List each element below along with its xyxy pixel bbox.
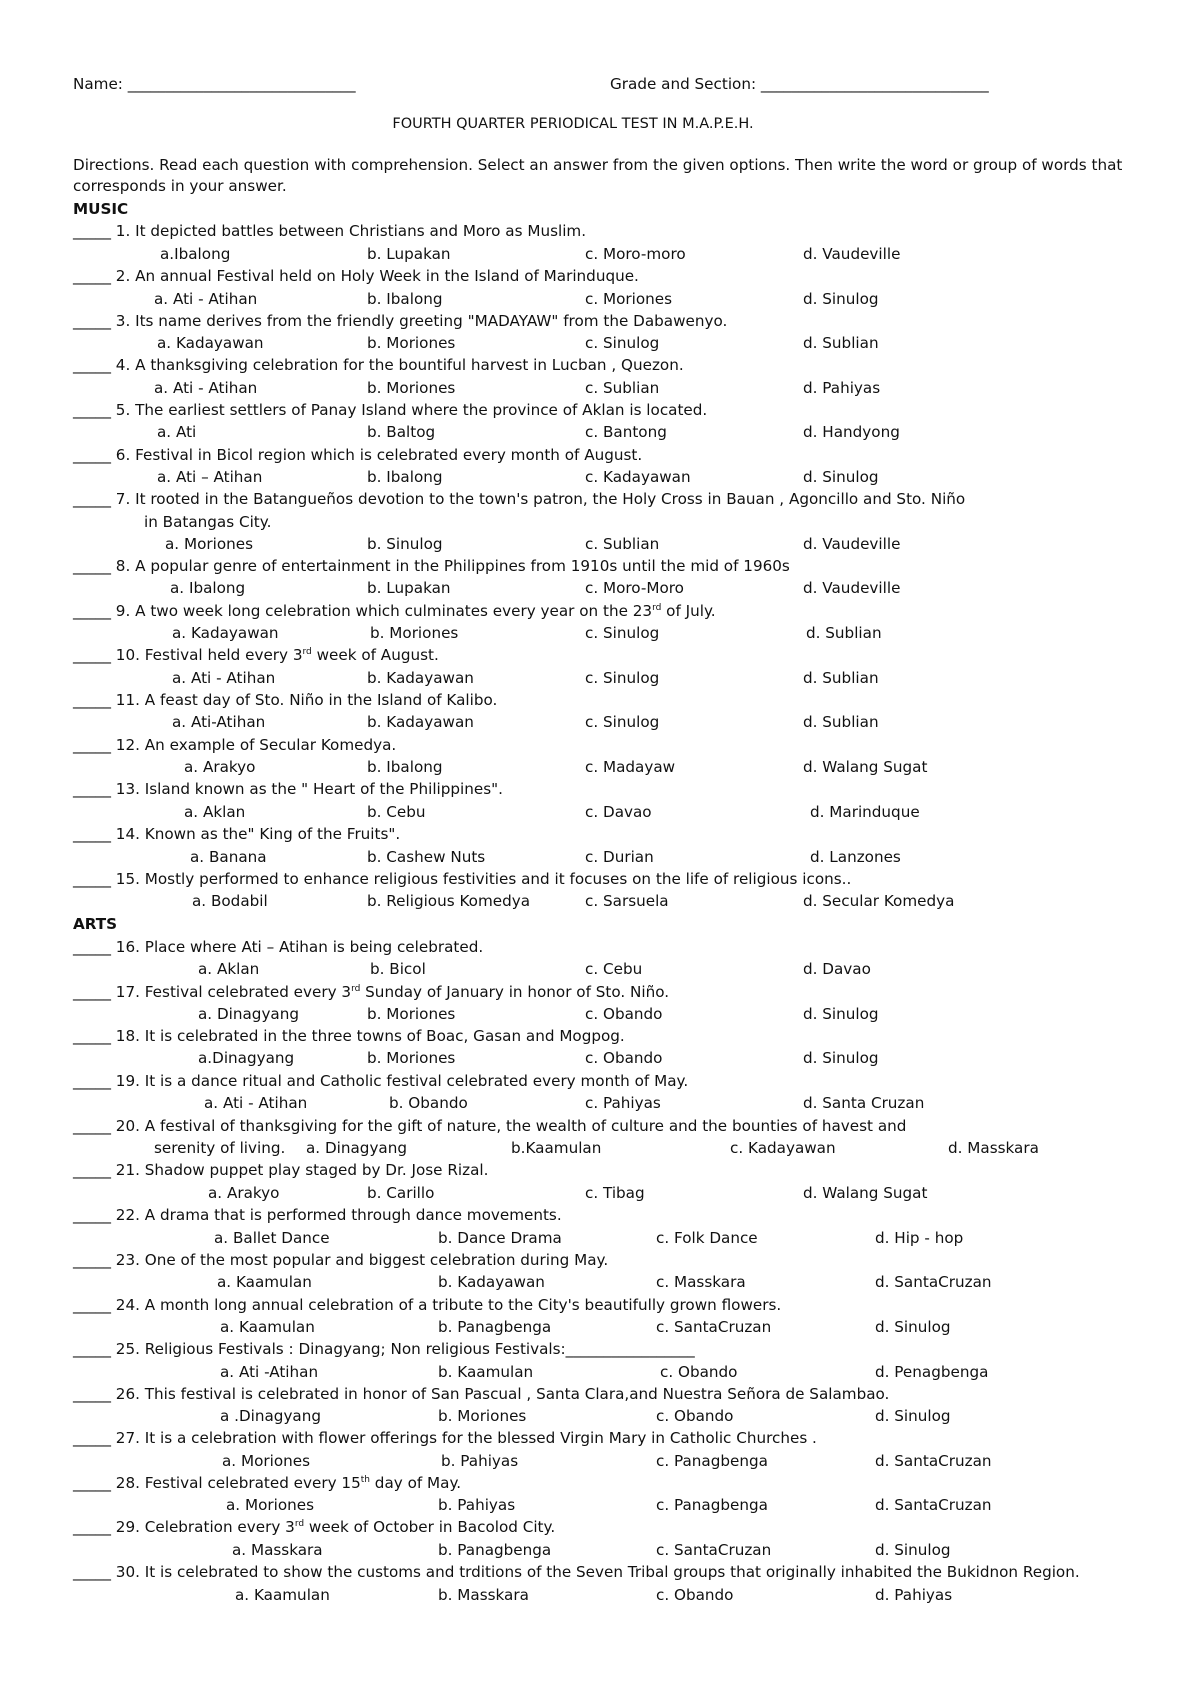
option-c: c. Sarsuela	[585, 892, 669, 910]
question-text: This festival is celebrated in honor of San Pascual , Santa Clara,and Nuestra Señora de Salambao.	[144, 1385, 890, 1403]
question-26	[73, 1384, 889, 1404]
question-text: An annual Festival held on Holy Week in the Island of Marinduque.	[135, 267, 639, 285]
ordinal-suffix: rd	[302, 646, 312, 657]
option-c: c. Obando	[660, 1363, 738, 1381]
question-number: 14.	[115, 825, 140, 843]
option-d: d. Sinulog	[803, 1005, 879, 1023]
answer-blank: _____	[73, 1072, 111, 1090]
question-23	[73, 1250, 608, 1270]
question-10	[73, 645, 439, 665]
option-d: d. Masskara	[948, 1139, 1039, 1157]
question-21	[73, 1160, 488, 1180]
option-d: d. Marinduque	[810, 803, 920, 821]
question-text: A drama that is performed through dance movements.	[144, 1206, 562, 1224]
option-c: c. Cebu	[585, 960, 643, 978]
option-d: d. Sinulog	[875, 1407, 951, 1425]
question-number: 17.	[115, 983, 140, 1001]
option-c: c. Madayaw	[585, 758, 676, 776]
option-c: c. Obando	[656, 1586, 734, 1604]
question-1	[73, 221, 586, 241]
answer-blank: _____	[73, 1296, 111, 1314]
question-number: 28.	[115, 1474, 140, 1492]
question-text: A thanksgiving celebration for the bountiful harvest in Lucban , Quezon.	[135, 356, 684, 374]
option-a: a. Kaamulan	[235, 1586, 330, 1604]
option-c: c. Pahiyas	[585, 1094, 661, 1112]
question-text-end: week of August.	[311, 646, 439, 664]
question-text-end: week of October in Bacolod City.	[304, 1518, 556, 1536]
question-number: 5.	[115, 401, 131, 419]
option-d: d. Vaudeville	[803, 245, 901, 263]
question-text: It is celebrated in the three towns of Boac, Gasan and Mogpog.	[144, 1027, 625, 1045]
ordinal-suffix: rd	[652, 602, 662, 613]
option-c: c. Sinulog	[585, 624, 660, 642]
question-text-start: Celebration every 3	[144, 1518, 295, 1536]
question-8	[73, 556, 790, 576]
option-b: b. Masskara	[438, 1586, 529, 1604]
option-b: b. Religious Komedya	[367, 892, 531, 910]
option-b: b. Kadayawan	[367, 669, 474, 687]
question-text-end: Sunday of January in honor of Sto. Niño.	[360, 983, 670, 1001]
question-number: 2.	[115, 267, 131, 285]
section-heading-music: MUSIC	[73, 200, 129, 218]
question-number: 26.	[115, 1385, 140, 1403]
question-7	[73, 489, 965, 509]
answer-blank: _____	[73, 1385, 111, 1403]
question-text: A feast day of Sto. Niño in the Island of Kalibo.	[144, 691, 498, 709]
question-number: 7.	[115, 490, 131, 508]
question-number: 19.	[115, 1072, 140, 1090]
option-b: b. Sinulog	[367, 535, 443, 553]
question-text: Festival in Bicol region which is celebrated every month of August.	[135, 446, 643, 464]
answer-blank: _____	[73, 557, 111, 575]
question-text: One of the most popular and biggest celebration during May.	[144, 1251, 609, 1269]
option-b: b. Cashew Nuts	[367, 848, 486, 866]
grade-section-field-label: Grade and Section: ______________________________	[610, 75, 989, 93]
question-number: 29.	[115, 1518, 140, 1536]
question-text-continued: in Batangas City.	[144, 513, 272, 531]
question-24	[73, 1295, 781, 1315]
question-12	[73, 735, 396, 755]
question-2	[73, 266, 639, 286]
option-d: d. Sublian	[806, 624, 882, 642]
question-13	[73, 779, 503, 799]
question-text-end: of July.	[661, 602, 716, 620]
question-number: 12.	[115, 736, 140, 754]
option-a: a.Dinagyang	[198, 1049, 295, 1067]
question-number: 22.	[115, 1206, 140, 1224]
option-b: b. Kaamulan	[438, 1363, 534, 1381]
question-5	[73, 400, 707, 420]
option-d: d. Penagbenga	[875, 1363, 989, 1381]
answer-blank: _____	[73, 356, 111, 374]
section-heading-arts: ARTS	[73, 915, 118, 933]
question-number: 10.	[115, 646, 140, 664]
question-text: An example of Secular Komedya.	[144, 736, 397, 754]
question-22	[73, 1205, 562, 1225]
option-d: d. Vaudeville	[803, 579, 901, 597]
option-a: a. Ati - Atihan	[154, 379, 258, 397]
question-number: 15.	[115, 870, 140, 888]
question-9	[73, 601, 716, 621]
option-a: a. Kaamulan	[217, 1273, 312, 1291]
option-a: a. Aklan	[198, 960, 260, 978]
option-d: d. Handyong	[803, 423, 900, 441]
question-11	[73, 690, 497, 710]
directions-line-1: Directions. Read each question with comprehension. Select an answer from the given options. Then write the word or group of words that	[73, 156, 1123, 174]
question-text: A month long annual celebration of a tribute to the City's beautifully grown flowers.	[144, 1296, 782, 1314]
option-a: a. Masskara	[232, 1541, 323, 1559]
question-28	[73, 1473, 461, 1493]
question-text: Religious Festivals : Dinagyang; Non religious Festivals:_________________	[144, 1340, 695, 1358]
question-number: 20.	[115, 1117, 140, 1135]
answer-blank: _____	[73, 691, 111, 709]
answer-blank: _____	[73, 267, 111, 285]
question-text: It is a celebration with flower offerings for the blessed Virgin Mary in Catholic Churches .	[144, 1429, 817, 1447]
question-17	[73, 982, 669, 1002]
question-text: It is a dance ritual and Catholic festival celebrated every month of May.	[144, 1072, 689, 1090]
question-number: 21.	[115, 1161, 140, 1179]
option-c: c. Obando	[585, 1049, 663, 1067]
question-16	[73, 937, 483, 957]
option-d: d. SantaCruzan	[875, 1496, 992, 1514]
question-text: Mostly performed to enhance religious festivities and it focuses on the life of religious icons..	[144, 870, 852, 888]
answer-blank: _____	[73, 646, 111, 664]
option-a: a. Moriones	[222, 1452, 310, 1470]
option-b: b.Kaamulan	[511, 1139, 602, 1157]
answer-blank: _____	[73, 1027, 111, 1045]
option-b: b. Moriones	[367, 1049, 456, 1067]
option-c: c. SantaCruzan	[656, 1541, 772, 1559]
option-a: a. Dinagyang	[198, 1005, 300, 1023]
option-b: b. Panagbenga	[438, 1318, 552, 1336]
option-a: a. Ibalong	[170, 579, 246, 597]
question-19	[73, 1071, 688, 1091]
question-number: 6.	[115, 446, 131, 464]
question-text: It depicted battles between Christians and Moro as Muslim.	[135, 222, 587, 240]
page-title: FOURTH QUARTER PERIODICAL TEST IN M.A.P.E.H.	[392, 116, 754, 132]
question-text: Its name derives from the friendly greeting "MADAYAW" from the Dabawenyo.	[135, 312, 728, 330]
option-b: b. Kadayawan	[367, 713, 474, 731]
option-a: a. Kadayawan	[157, 334, 264, 352]
answer-blank: _____	[73, 825, 111, 843]
question-number: 1.	[115, 222, 131, 240]
option-d: d. SantaCruzan	[875, 1452, 992, 1470]
option-d: d. Sinulog	[803, 290, 879, 308]
question-text: Place where Ati – Atihan is being celebrated.	[144, 938, 484, 956]
option-a: a. Arakyo	[208, 1184, 280, 1202]
option-c: c. Kadayawan	[730, 1139, 836, 1157]
question-29	[73, 1517, 555, 1537]
answer-blank: _____	[73, 780, 111, 798]
answer-blank: _____	[73, 602, 111, 620]
option-b: b. Dance Drama	[438, 1229, 562, 1247]
option-d: d. Sublian	[803, 334, 879, 352]
answer-blank: _____	[73, 446, 111, 464]
option-b: b. Ibalong	[367, 758, 443, 776]
option-b: b. Baltog	[367, 423, 436, 441]
option-d: d. Sinulog	[875, 1541, 951, 1559]
option-b: b. Lupakan	[367, 579, 451, 597]
option-b: b. Pahiyas	[441, 1452, 519, 1470]
answer-blank: _____	[73, 983, 111, 1001]
option-c: c. Kadayawan	[585, 468, 691, 486]
option-a: a. Ati-Atihan	[172, 713, 266, 731]
question-27	[73, 1428, 817, 1448]
question-text-start: Festival celebrated every 15	[144, 1474, 361, 1492]
answer-blank: _____	[73, 1429, 111, 1447]
question-number: 4.	[115, 356, 131, 374]
question-number: 9.	[115, 602, 131, 620]
answer-blank: _____	[73, 1563, 111, 1581]
option-c: c. Sinulog	[585, 669, 660, 687]
option-c: c. Masskara	[656, 1273, 746, 1291]
answer-blank: _____	[73, 1340, 111, 1358]
option-d: d. Walang Sugat	[803, 1184, 928, 1202]
question-number: 13.	[115, 780, 140, 798]
option-c: c. Durian	[585, 848, 654, 866]
option-b: b. Moriones	[367, 334, 456, 352]
option-b: b. Kadayawan	[438, 1273, 545, 1291]
question-number: 18.	[115, 1027, 140, 1045]
ordinal-suffix: rd	[351, 983, 361, 994]
option-c: c. SantaCruzan	[656, 1318, 772, 1336]
question-text-start: A two week long celebration which culminates every year on the 23	[135, 602, 653, 620]
option-c: c. Davao	[585, 803, 652, 821]
option-a: a. Ati -Atihan	[220, 1363, 319, 1381]
option-c: c. Bantong	[585, 423, 667, 441]
option-c: c. Panagbenga	[656, 1496, 768, 1514]
option-a: a. Moriones	[226, 1496, 314, 1514]
option-a: a. Kadayawan	[172, 624, 279, 642]
option-c: c. Sublian	[585, 379, 660, 397]
question-number: 27.	[115, 1429, 140, 1447]
option-b: b. Carillo	[367, 1184, 435, 1202]
answer-blank: _____	[73, 1161, 111, 1179]
option-a: a. Kaamulan	[220, 1318, 315, 1336]
option-c: c. Folk Dance	[656, 1229, 758, 1247]
answer-blank: _____	[73, 938, 111, 956]
question-3	[73, 311, 727, 331]
option-c: c. Obando	[656, 1407, 734, 1425]
answer-blank: _____	[73, 222, 111, 240]
option-a: a. Ati – Atihan	[157, 468, 263, 486]
option-d: d. Sinulog	[803, 468, 879, 486]
option-b: b. Lupakan	[367, 245, 451, 263]
option-d: d. Pahiyas	[803, 379, 881, 397]
question-number: 30.	[115, 1563, 140, 1581]
question-text-continued: serenity of living.	[154, 1139, 286, 1157]
answer-blank: _____	[73, 1518, 111, 1536]
option-a: a. Aklan	[184, 803, 246, 821]
question-6	[73, 445, 642, 465]
question-number: 24.	[115, 1296, 140, 1314]
answer-blank: _____	[73, 401, 111, 419]
question-number: 23.	[115, 1251, 140, 1269]
option-b: b. Cebu	[367, 803, 426, 821]
option-c: c. Sublian	[585, 535, 660, 553]
option-c: c. Sinulog	[585, 713, 660, 731]
option-b: b. Ibalong	[367, 290, 443, 308]
question-text: A festival of thanksgiving for the gift of nature, the wealth of culture and the bounties of havest and	[144, 1117, 907, 1135]
directions-line-2: corresponds in your answer.	[73, 177, 287, 195]
answer-blank: _____	[73, 1474, 111, 1492]
option-c: c. Moro-moro	[585, 245, 686, 263]
answer-blank: _____	[73, 1251, 111, 1269]
option-b: b. Moriones	[367, 1005, 456, 1023]
question-text-end: day of May.	[369, 1474, 462, 1492]
option-c: c. Moriones	[585, 290, 673, 308]
question-number: 11.	[115, 691, 140, 709]
option-d: d. SantaCruzan	[875, 1273, 992, 1291]
option-b: b. Obando	[389, 1094, 468, 1112]
option-d: d. Hip - hop	[875, 1229, 964, 1247]
option-a: a. Ati - Atihan	[154, 290, 258, 308]
option-d: d. Secular Komedya	[803, 892, 955, 910]
option-d: d. Sublian	[803, 713, 879, 731]
option-d: d. Vaudeville	[803, 535, 901, 553]
option-c: c. Panagbenga	[656, 1452, 768, 1470]
option-c: c. Moro-Moro	[585, 579, 684, 597]
name-field-label: Name: ______________________________	[73, 75, 356, 93]
option-a: a. Banana	[190, 848, 267, 866]
option-c: c. Tibag	[585, 1184, 645, 1202]
option-a: a. Moriones	[165, 535, 253, 553]
answer-blank: _____	[73, 870, 111, 888]
question-text: Known as the" King of the Fruits".	[144, 825, 401, 843]
question-14	[73, 824, 400, 844]
option-d: d. Santa Cruzan	[803, 1094, 925, 1112]
option-d: d. Davao	[803, 960, 871, 978]
option-a: a. Ati	[157, 423, 197, 441]
option-d: d. Walang Sugat	[803, 758, 928, 776]
ordinal-suffix: rd	[294, 1518, 305, 1529]
answer-blank: _____	[73, 1117, 111, 1135]
ordinal-suffix: th	[360, 1474, 370, 1485]
option-a: a. Ati - Atihan	[204, 1094, 308, 1112]
question-text: Island known as the " Heart of the Philippines".	[144, 780, 503, 798]
question-18	[73, 1026, 625, 1046]
question-number: 3.	[115, 312, 131, 330]
question-number: 16.	[115, 938, 140, 956]
question-4	[73, 355, 684, 375]
option-d: d. Pahiyas	[875, 1586, 953, 1604]
option-a: a. Ballet Dance	[214, 1229, 330, 1247]
question-30	[73, 1562, 1080, 1582]
question-text: A popular genre of entertainment in the Philippines from 1910s until the mid of 1960s	[135, 557, 790, 575]
answer-blank: _____	[73, 1206, 111, 1224]
question-20	[73, 1116, 906, 1136]
option-a: a. Arakyo	[184, 758, 256, 776]
question-15	[73, 869, 851, 889]
question-25	[73, 1339, 695, 1359]
answer-blank: _____	[73, 736, 111, 754]
option-b: b. Ibalong	[367, 468, 443, 486]
question-text-start: Festival celebrated every 3	[144, 983, 352, 1001]
answer-blank: _____	[73, 490, 111, 508]
question-text: The earliest settlers of Panay Island where the province of Aklan is located.	[135, 401, 708, 419]
question-text: It rooted in the Batangueños devotion to the town's patron, the Holy Cross in Bauan , Agoncillo and Sto. Niño	[135, 490, 966, 508]
option-d: d. Sublian	[803, 669, 879, 687]
option-c: c. Obando	[585, 1005, 663, 1023]
option-d: d. Sinulog	[875, 1318, 951, 1336]
question-text-start: Festival held every 3	[144, 646, 303, 664]
option-a: a. Bodabil	[192, 892, 268, 910]
option-d: d. Lanzones	[810, 848, 901, 866]
option-a: a. Dinagyang	[306, 1139, 408, 1157]
option-a: a. Ati - Atihan	[172, 669, 276, 687]
option-b: b. Moriones	[370, 624, 459, 642]
option-b: b. Panagbenga	[438, 1541, 552, 1559]
question-number: 8.	[115, 557, 131, 575]
option-c: c. Sinulog	[585, 334, 660, 352]
option-a: a .Dinagyang	[220, 1407, 322, 1425]
question-number: 25.	[115, 1340, 140, 1358]
question-text: It is celebrated to show the customs and trditions of the Seven Tribal groups that originally inhabited the Bukidnon Region.	[144, 1563, 1080, 1581]
answer-blank: _____	[73, 312, 111, 330]
option-d: d. Sinulog	[803, 1049, 879, 1067]
option-b: b. Pahiyas	[438, 1496, 516, 1514]
option-a: a.Ibalong	[160, 245, 231, 263]
option-b: b. Bicol	[370, 960, 426, 978]
option-b: b. Moriones	[438, 1407, 527, 1425]
question-text: Shadow puppet play staged by Dr. Jose Rizal.	[144, 1161, 489, 1179]
option-b: b. Moriones	[367, 379, 456, 397]
